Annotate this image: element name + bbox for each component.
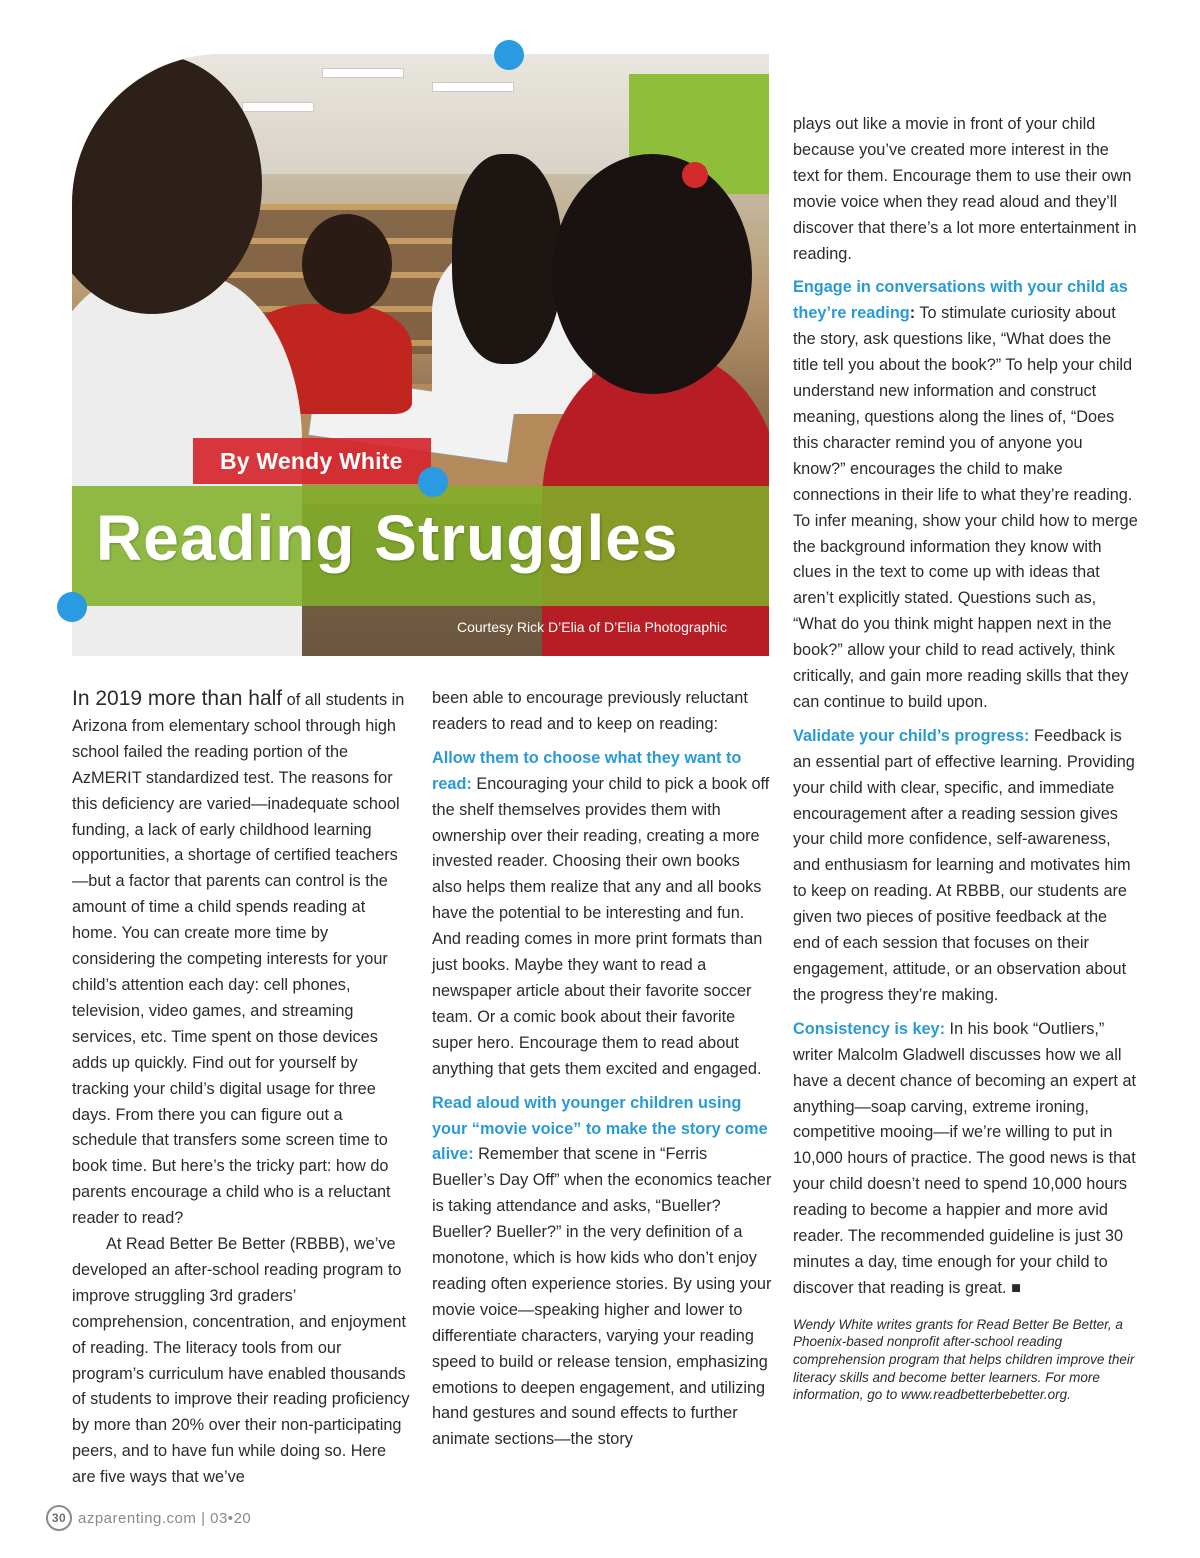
paragraph-text: Feedback is an essential part of effective learning. Providing your child with clear, specific, and immediate encouragement after a reading session gives your child more confidence, self-awareness, and enthusiasm for learning and motivates him to keep on reading. At RBBB, our students are given two pieces of positive feedback at the end of each session that focuses on their engagement, attitude, or an observation about the progress they’re making. (793, 726, 1135, 1004)
author-bio: Wendy White writes grants for Read Better Be Better, a Phoenix-based nonprofit after-school reading comprehension program that helps children improve their literacy skills and become better learners. For more information, go to www.readbetterbebetter.org. (793, 1316, 1135, 1403)
photo-credit: Courtesy Rick D’Elia of D’Elia Photographic (457, 619, 727, 635)
photo-student-boy-head (302, 214, 392, 314)
photo-student-right-head (552, 154, 752, 394)
page-footer (46, 1505, 251, 1531)
tip-heading-colon: : (909, 304, 916, 323)
decorative-dot (418, 467, 448, 497)
paragraph (432, 746, 772, 1083)
page-number: 30 (46, 1505, 72, 1531)
article-title: Reading Struggles (96, 502, 679, 574)
photo-hair-tie (682, 162, 708, 188)
paragraph: plays out like a movie in front of your child because you’ve created more interest in the text for them. Encourage them to use their own movie voice when they read aloud and they’ll discover that there’s a lot more entertainment in reading. (793, 115, 1137, 263)
footer-text: azparenting.com | 03•20 (78, 1509, 252, 1527)
photo-student-girl-head (452, 154, 562, 364)
tip-heading: Read aloud with younger children using your “movie voice” to make the story come alive: (432, 1093, 768, 1164)
tip-heading: Validate your child’s progress: (793, 726, 1030, 745)
tip-heading: Consistency is key: (793, 1019, 946, 1038)
lead-in: In 2019 more than half (72, 687, 283, 710)
paragraph-text: Remember that scene in “Ferris Bueller’s Day Off” when the economics teacher is taking attendance and asks, “Bueller? Bueller? Bueller?” in the very definition of a monotone, which is how kids who don’t enjoy reading often experience stories. By using your movie voice—speaking higher and lower to differentiate characters, varying your reading speed to build or release tension, emphasizing emotions to deepen engagement, and utilizing hand gestures and sound effects to further animate sections—the story (432, 1145, 772, 1449)
paragraph (793, 275, 1138, 715)
paragraph-text: Encouraging your child to pick a book off the shelf themselves provides them with ownership over their reading, creating a more invested reader. Choosing their own books also helps them realize that any and all books have the potential to be interesting and fun. And reading comes in more print formats than just books. Maybe they want to read a newspaper article about their favorite soccer team. Or a comic book about their favorite super hero. Encourage them to read about anything that gets them excited and engaged. (432, 774, 770, 1078)
paragraph: been able to encourage previously reluctant readers to read and to keep on reading: (432, 689, 748, 733)
paragraph (432, 1091, 772, 1454)
byline: By Wendy White (220, 448, 403, 474)
decorative-dot (494, 40, 524, 70)
paragraph (72, 686, 412, 1232)
article-column-1 (72, 686, 412, 1491)
photo-ceiling-light (242, 102, 314, 112)
paragraph-text: of all students in Arizona from elementary school through high school failed the reading portion of the AzMERIT standardized test. The reasons for this deficiency are varied—inadequate school funding, a lack of early childhood learning opportunities, a shortage of certified teachers—but a factor that parents can control is the amount of time a child spends reading at home. You can create more time by considering the competing interests for your child’s attention each day: cell phones, television, video games, and streaming services, etc. Time spent on those devices adds up quickly. Find out for yourself by tracking your child’s digital usage for three days. From there you can figure out a schedule that transfers some screen time to book time. But here’s the tricky part: how do parents encourage a child who is a reluctant reader to read? (72, 691, 405, 1228)
photo-ceiling-light (432, 82, 514, 92)
paragraph-text: In his book “Outliers,” writer Malcolm Gladwell discusses how we all have a decent chance of becoming an expert at anything—soap carving, extreme ironing, competitive mooing—if we’re willing to put in 10,000 hours of practice. The good news is that your child doesn’t need to spend 10,000 hours reading to become a happier and more avid reader. The recommended guideline is just 30 minutes a day, time enough for your child to discover that reading is great. ■ (793, 1019, 1137, 1297)
photo-ceiling-light (322, 68, 404, 78)
decorative-dot (57, 592, 87, 622)
article-column-3 (793, 112, 1138, 1404)
tip-heading: Engage in conversations with your child as they’re reading (793, 278, 1128, 323)
tip-heading: Allow them to choose what they want to read: (432, 748, 742, 793)
paragraph (793, 1017, 1138, 1302)
article-column-2 (432, 686, 772, 1453)
paragraph (793, 724, 1138, 1009)
hero-photo (72, 54, 769, 656)
paragraph: At Read Better Be Better (RBBB), we’ve developed an after-school reading program to improve struggling 3rd graders’ comprehension, concentration, and enjoyment of reading. The literacy tools from our program’s curriculum have enabled thousands of students to improve their reading proficiency by more than 20% over their non-participating peers, and to have fun while doing so. Here are five ways that we’ve (72, 1235, 410, 1487)
paragraph-text: To stimulate curiosity about the story, ask questions like, “What does the title tell you about the book?” To help your child understand new information and construct meaning, questions along the lines of, “Does this character remind you of anyone you know?” encourages the child to make connections in their life to what they’re reading. To infer meaning, show your child how to merge the background information they know with clues in the text to come up with ideas that aren’t explicitly stated. Questions such as, “What do you think might happen next in the book?” allow your child to read actively, think critically, and gain more reading skills that they can continue to build upon. (793, 304, 1138, 711)
